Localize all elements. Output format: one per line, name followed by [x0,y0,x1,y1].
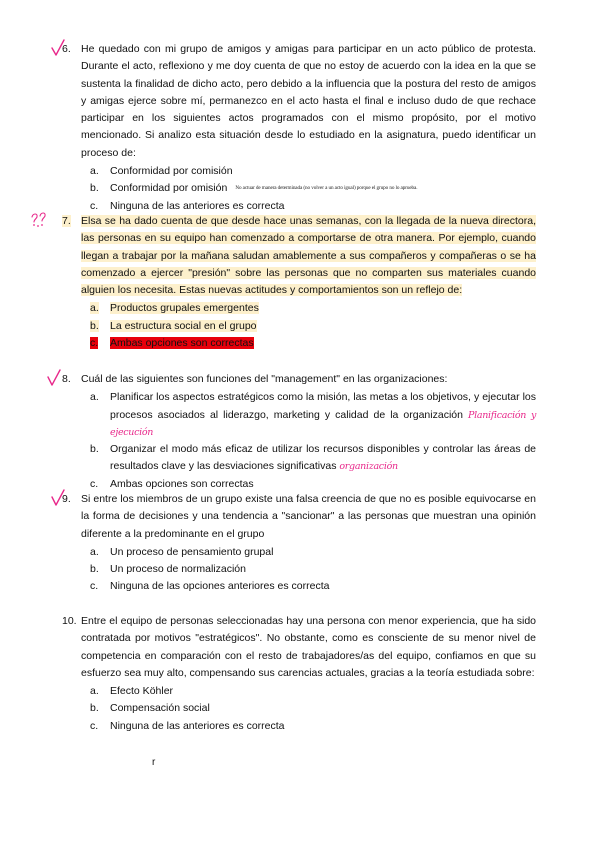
question-8 [62,371,536,493]
question-10 [62,613,536,735]
option-text: Efecto Köhler [110,685,174,698]
check-mark-icon [46,368,62,388]
option-text: Ninguna de las anteriores es correcta [110,199,285,212]
option-c[interactable] [90,335,536,352]
option-letter-text: a. [90,302,99,315]
option-text: Ninguna de las anteriores es correcta [110,719,285,732]
option-text [110,335,536,352]
option-text: Ninguna de las opciones anteriores es correcta [110,580,330,593]
option-letter: a. [90,391,99,404]
option-text: Conformidad por comisión [110,165,233,178]
question-text: Entre el equipo de personas seleccionadas hay una persona con menor experiencia, que ha sido contratada por motivos "estratégicos". No obstante, como es consciente de su menor nivel de competencia en comparación con el resto de trabajadores/as del equipo, confiamos en que su esfuerzo sea muy alto, compensando sus carencias actuales, gracias a la teoría estudiada sobre: [81,615,536,679]
option-a[interactable] [90,389,536,441]
option-letter: b. [90,702,99,715]
option-letter: a. [90,165,99,178]
option-b[interactable] [90,441,536,476]
handwritten-annotation: organización [339,461,398,473]
option-text: Un proceso de normalización [110,563,246,576]
option-text [110,318,536,335]
option-c[interactable] [90,718,536,735]
options-list [90,163,536,215]
options-list [90,300,536,352]
question-number-text: 7. [62,215,71,227]
option-b[interactable] [90,561,536,578]
question-6 [62,41,536,215]
question-text: Si entre los miembros de un grupo existe una falsa creencia de que no es posible equivocarse en la forma de decisiones y una tendencia a "sancionar" a las personas que muestran una opinión diferente a la predominante en el grupo [81,493,536,540]
option-text: Conformidad por omisión [110,182,228,195]
highlighted-text: Ambas opciones son correctas [110,337,254,350]
option-letter-text: b. [90,319,99,332]
option-text: Organizar el modo más eficaz de utilizar los recursos disponibles y controlar las áreas de resultados clave y las desviaciones significativas [110,443,536,473]
highlighted-text: Productos grupales emergentes [110,302,259,315]
question-9 [62,491,536,596]
check-mark-icon [50,38,66,58]
options-list [90,389,536,493]
option-letter: b. [90,182,99,195]
option-letter [90,318,108,335]
option-a[interactable] [90,163,536,180]
option-letter: c. [90,719,99,732]
stray-mark: r [152,757,156,768]
option-letter [90,335,108,352]
question-number: 10. [62,615,77,627]
option-a[interactable] [90,683,536,700]
question-mark-doodle-icon [30,210,52,232]
options-list [90,544,536,596]
option-letter: c. [90,580,99,593]
handwritten-note: No actuar de manera determinada (no volver a un acto igual) porque el grupo no lo aprueba. [235,185,418,192]
option-b[interactable] [90,318,536,335]
option-letter: c. [90,199,99,212]
option-b[interactable] [90,180,536,197]
option-letter: a. [90,545,99,558]
question-number: 6. [62,43,71,55]
option-letter-text: c. [90,337,99,350]
question-text [81,213,536,299]
options-list [90,683,536,735]
question-number: 9. [62,493,71,505]
option-letter: c. [90,477,99,490]
check-mark-icon [50,488,66,508]
option-text: Planificar los aspectos estratégicos como la misión, las metas a los objetivos, y ejecutar los procesos asociados al liderazgo, marketing y calidad de la organización [110,391,536,421]
option-text: Compensación social [110,702,210,715]
question-number [62,213,71,230]
highlighted-text: La estructura social en el grupo [110,319,257,332]
option-text [110,300,536,317]
option-a[interactable] [90,544,536,561]
option-letter [90,300,108,317]
option-c[interactable] [90,578,536,595]
option-letter: b. [90,563,99,576]
question-number: 8. [62,373,71,385]
option-a[interactable] [90,300,536,317]
question-7 [62,213,536,352]
option-a-line [110,389,536,441]
handwritten-annotation: Planificación y ejecución [110,409,537,438]
option-b-line [110,180,536,197]
question-text: Cuál de las siguientes son funciones del "management" en las organizaciones: [81,373,448,385]
option-letter: b. [90,443,99,456]
option-b-line [110,441,536,476]
option-letter: a. [90,685,99,698]
question-text: He quedado con mi grupo de amigos y amigas para participar en un acto público de protesta. Durante el acto, reflexiono y me doy cuenta de que no estoy de acuerdo con la idea en la que se sustenta la finalidad de dicho acto, pero debido a la influencia que la postura del resto de amigos y amigas ejerce sobre mí, permanezco en el acto hasta el final e incluso dudo de que rechace participar en los siguientes actos programados con el mismo propósito, por el motivo mencionado. Si analizo esta situación desde lo estudiado en la asignatura, puedo identificar un proceso de: [81,43,536,159]
option-text: Un proceso de pensamiento grupal [110,545,274,558]
highlighted-text: Elsa se ha dado cuenta de que desde hace unas semanas, con la llegada de la nueva directora, las personas en su equipo han comenzado a comportarse de otra manera. Por ejemplo, cuando llegan a trabajar por la mañana saludan amablemente a sus compañeros y compañeras o se ha comenzado a ejercer "presión" sobre las personas que no comparten sus materiales cuando alguien los necesita. Estas nuevas actitudes y comportamientos son un reflejo de: [81,215,536,297]
option-text: Ambas opciones son correctas [110,477,254,490]
option-b[interactable] [90,700,536,717]
